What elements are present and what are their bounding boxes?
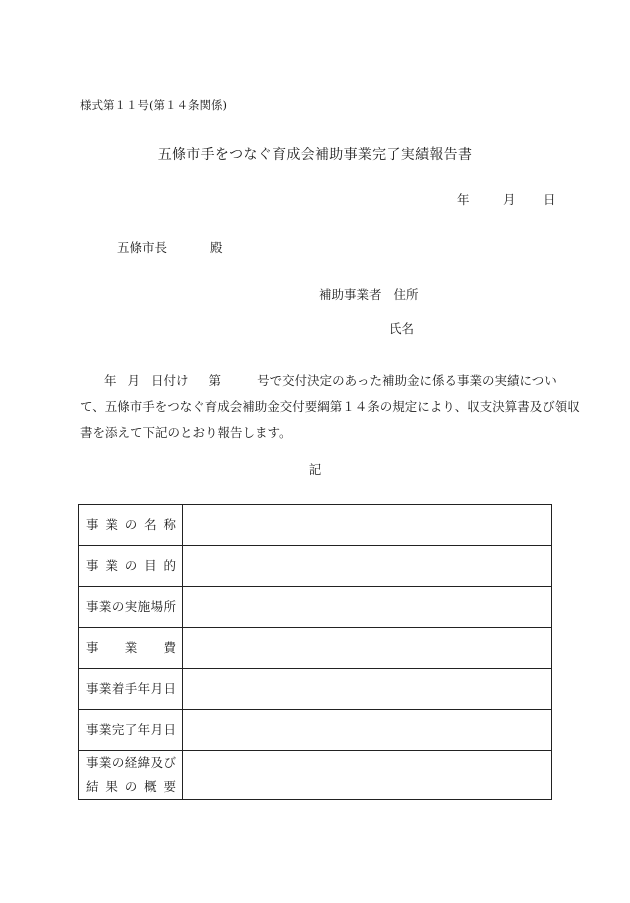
report-table-body — [79, 505, 552, 800]
row-value-cell[interactable] — [183, 710, 552, 751]
date-year-label: 年 — [457, 192, 470, 207]
row-value-cell[interactable] — [183, 669, 552, 710]
form-number: 様式第１１号(第１４条関係) — [80, 98, 227, 112]
applicant-address-label: 住所 — [393, 287, 419, 302]
applicant-address-line — [319, 289, 419, 302]
document-title: 五條市手をつなぐ育成会補助事業完了実績報告書 — [157, 147, 473, 163]
table-row — [79, 505, 552, 546]
applicant-name-label: 氏名 — [389, 321, 415, 336]
row-label-cell — [79, 710, 183, 751]
applicant-role: 補助事業者 — [319, 287, 382, 302]
addressee — [117, 242, 223, 255]
row-value-cell[interactable] — [183, 505, 552, 546]
body-line-1 — [80, 368, 557, 394]
row-label-line-2: 結果の概要 — [86, 779, 176, 794]
table-row — [79, 628, 552, 669]
table-row — [79, 546, 552, 587]
body-year: 年 — [104, 373, 117, 388]
date-line — [457, 194, 556, 207]
row-label-cell — [79, 505, 183, 546]
row-value-cell[interactable] — [183, 546, 552, 587]
row-value-cell[interactable] — [183, 628, 552, 669]
table-row — [79, 710, 552, 751]
row-label-line-1: 事業の経緯及び — [86, 755, 176, 770]
row-label: 事業の目的 — [86, 557, 176, 573]
table-row — [79, 587, 552, 628]
date-month-label: 月 — [503, 192, 516, 207]
row-label-cell — [79, 751, 183, 800]
row-value-cell[interactable] — [183, 587, 552, 628]
date-day-label: 日 — [543, 192, 556, 207]
row-label: 事業の実施場所 — [86, 598, 176, 614]
body-line-1-rest: 号で交付決定のあった補助金に係る事業の実績につい — [257, 373, 557, 388]
row-label-cell — [79, 628, 183, 669]
row-label: 事業着手年月日 — [86, 680, 176, 696]
body-day-suffix: 日付け — [151, 373, 189, 388]
report-table — [78, 504, 552, 800]
row-label: 事業費 — [86, 639, 176, 655]
body-month: 月 — [127, 373, 141, 388]
row-label-cell — [79, 546, 183, 587]
row-label: 事業の名称 — [86, 516, 176, 532]
table-row — [79, 751, 552, 800]
addressee-name: 五條市長 — [117, 240, 168, 255]
row-label: 事業完了年月日 — [86, 721, 176, 737]
addressee-honorific: 殿 — [210, 240, 223, 255]
row-value-cell[interactable] — [183, 751, 552, 800]
body-text — [80, 368, 580, 446]
row-label-cell — [79, 669, 183, 710]
row-label-cell — [79, 587, 183, 628]
body-line-3: 書を添えて下記のとおり報告します。 — [80, 425, 292, 440]
body-line-2: て、五條市手をつなぐ育成会補助金交付要綱第１４条の規定により、収支決算書及び領収 — [80, 399, 580, 414]
table-row — [79, 669, 552, 710]
ki-heading: 記 — [308, 462, 322, 477]
body-dai: 第 — [208, 373, 222, 388]
